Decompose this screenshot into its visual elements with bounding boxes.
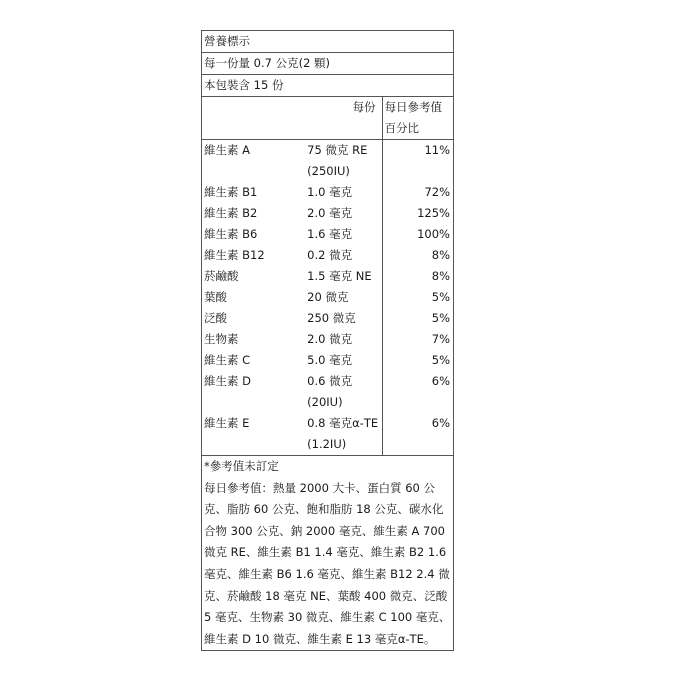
- nutrient-amount: 75 微克 RE: [307, 143, 368, 157]
- per-serving-header: 每份: [352, 100, 376, 114]
- servings-per-package: 本包裝含 15 份: [202, 75, 453, 97]
- nutrient-row: [202, 203, 453, 224]
- nutrient-daily-percent: 100%: [382, 224, 453, 245]
- nutrient-name: [202, 392, 307, 413]
- nutrient-amount: (250IU): [307, 164, 350, 178]
- nutrient-row: [202, 287, 453, 308]
- nutrient-name: 葉酸: [204, 290, 227, 304]
- column-headers: [202, 97, 453, 140]
- nutrient-amount: 20 微克: [307, 290, 349, 304]
- nutrient-amount: 0.2 微克: [307, 248, 353, 262]
- nutrient-daily-percent: [382, 434, 453, 455]
- nutrient-row-continued: [202, 161, 453, 182]
- nutrient-amount: 0.6 微克: [307, 374, 353, 388]
- nutrient-row: [202, 350, 453, 371]
- nutrient-name: [202, 434, 307, 455]
- nutrient-daily-percent: 11%: [382, 140, 453, 161]
- serving-size: 每一份量 0.7 公克(2 顆): [202, 53, 453, 75]
- nutrient-daily-percent: 5%: [382, 287, 453, 308]
- nutrient-name: 維生素 E: [204, 416, 250, 430]
- nutrient-name: 維生素 D: [204, 374, 252, 388]
- nutrient-daily-percent: 7%: [382, 329, 453, 350]
- nutrient-daily-percent: 5%: [382, 308, 453, 329]
- nutrient-amount: (20IU): [307, 395, 343, 409]
- nutrient-row: [202, 182, 453, 203]
- nutrient-row: [202, 329, 453, 350]
- nutrient-row: [202, 308, 453, 329]
- nutrient-name: 維生素 B2: [204, 206, 258, 220]
- reference-note: *參考值未訂定: [204, 459, 279, 473]
- nutrient-amount: (1.2IU): [307, 437, 347, 451]
- nutrient-name: 維生素 B6: [204, 227, 258, 241]
- nutrient-amount: 2.0 毫克: [307, 206, 353, 220]
- nutrient-daily-percent: 5%: [382, 350, 453, 371]
- nutrient-daily-percent: [382, 392, 453, 413]
- nutrient-amount: 2.0 微克: [307, 332, 353, 346]
- nutrition-label: [201, 30, 454, 651]
- nutrient-name: 維生素 B12: [204, 248, 265, 262]
- nutrient-row: [202, 413, 453, 434]
- nutrient-row: [202, 224, 453, 245]
- nutrient-daily-percent: 72%: [382, 182, 453, 203]
- nutrient-daily-percent: 8%: [382, 266, 453, 287]
- nutrient-daily-percent: 6%: [382, 371, 453, 392]
- daily-value-header-line2: 百分比: [384, 121, 420, 135]
- nutrient-list: [202, 140, 453, 456]
- nutrient-amount: 0.8 毫克α-TE: [307, 416, 379, 430]
- label-title: 營養標示: [202, 31, 453, 53]
- daily-value-header: [382, 97, 453, 139]
- nutrient-row-continued: [202, 434, 453, 455]
- nutrient-row-continued: [202, 392, 453, 413]
- nutrient-row: [202, 140, 453, 161]
- label-footer: [202, 456, 453, 650]
- nutrient-daily-percent: [382, 161, 453, 182]
- nutrient-name: 泛酸: [204, 311, 227, 325]
- nutrient-amount: 1.0 毫克: [307, 185, 353, 199]
- nutrient-amount: 250 微克: [307, 311, 356, 325]
- nutrient-name: 生物素: [204, 332, 239, 346]
- nutrient-name: 維生素 A: [204, 143, 251, 157]
- nutrient-name: 維生素 B1: [204, 185, 258, 199]
- nutrient-name: 菸鹼酸: [204, 269, 239, 283]
- nutrient-amount: 1.6 毫克: [307, 227, 353, 241]
- nutrient-daily-percent: 125%: [382, 203, 453, 224]
- nutrient-amount: 5.0 毫克: [307, 353, 353, 367]
- nutrient-name: [202, 161, 307, 182]
- nutrient-row: [202, 371, 453, 392]
- nutrient-name: 維生素 C: [204, 353, 251, 367]
- nutrient-daily-percent: 6%: [382, 413, 453, 434]
- daily-reference-values: 每日參考值：熱量 2000 大卡、蛋白質 60 公克、脂肪 60 公克、飽和脂肪 18 公克、碳水化合物 300 公克、鈉 2000 毫克、維生素 A 700 微克 RE、維生素 B1 1.4 毫克、維生素 B2 1.6 毫克、維生素 B6 1.6 毫克、維生素 B12 2.4 微克、菸鹼酸 18 毫克 NE、葉酸 400 微克、泛酸 5 毫克、生物素 30 微克、維生素 C 100 毫克、維生素 D 10 微克、維生素 E 13 毫克α-TE。: [204, 480, 451, 646]
- nutrient-row: [202, 266, 453, 287]
- nutrient-daily-percent: 8%: [382, 245, 453, 266]
- daily-value-header-line1: 每日參考值: [384, 100, 443, 114]
- nutrient-amount: 1.5 毫克 NE: [307, 269, 372, 283]
- nutrient-row: [202, 245, 453, 266]
